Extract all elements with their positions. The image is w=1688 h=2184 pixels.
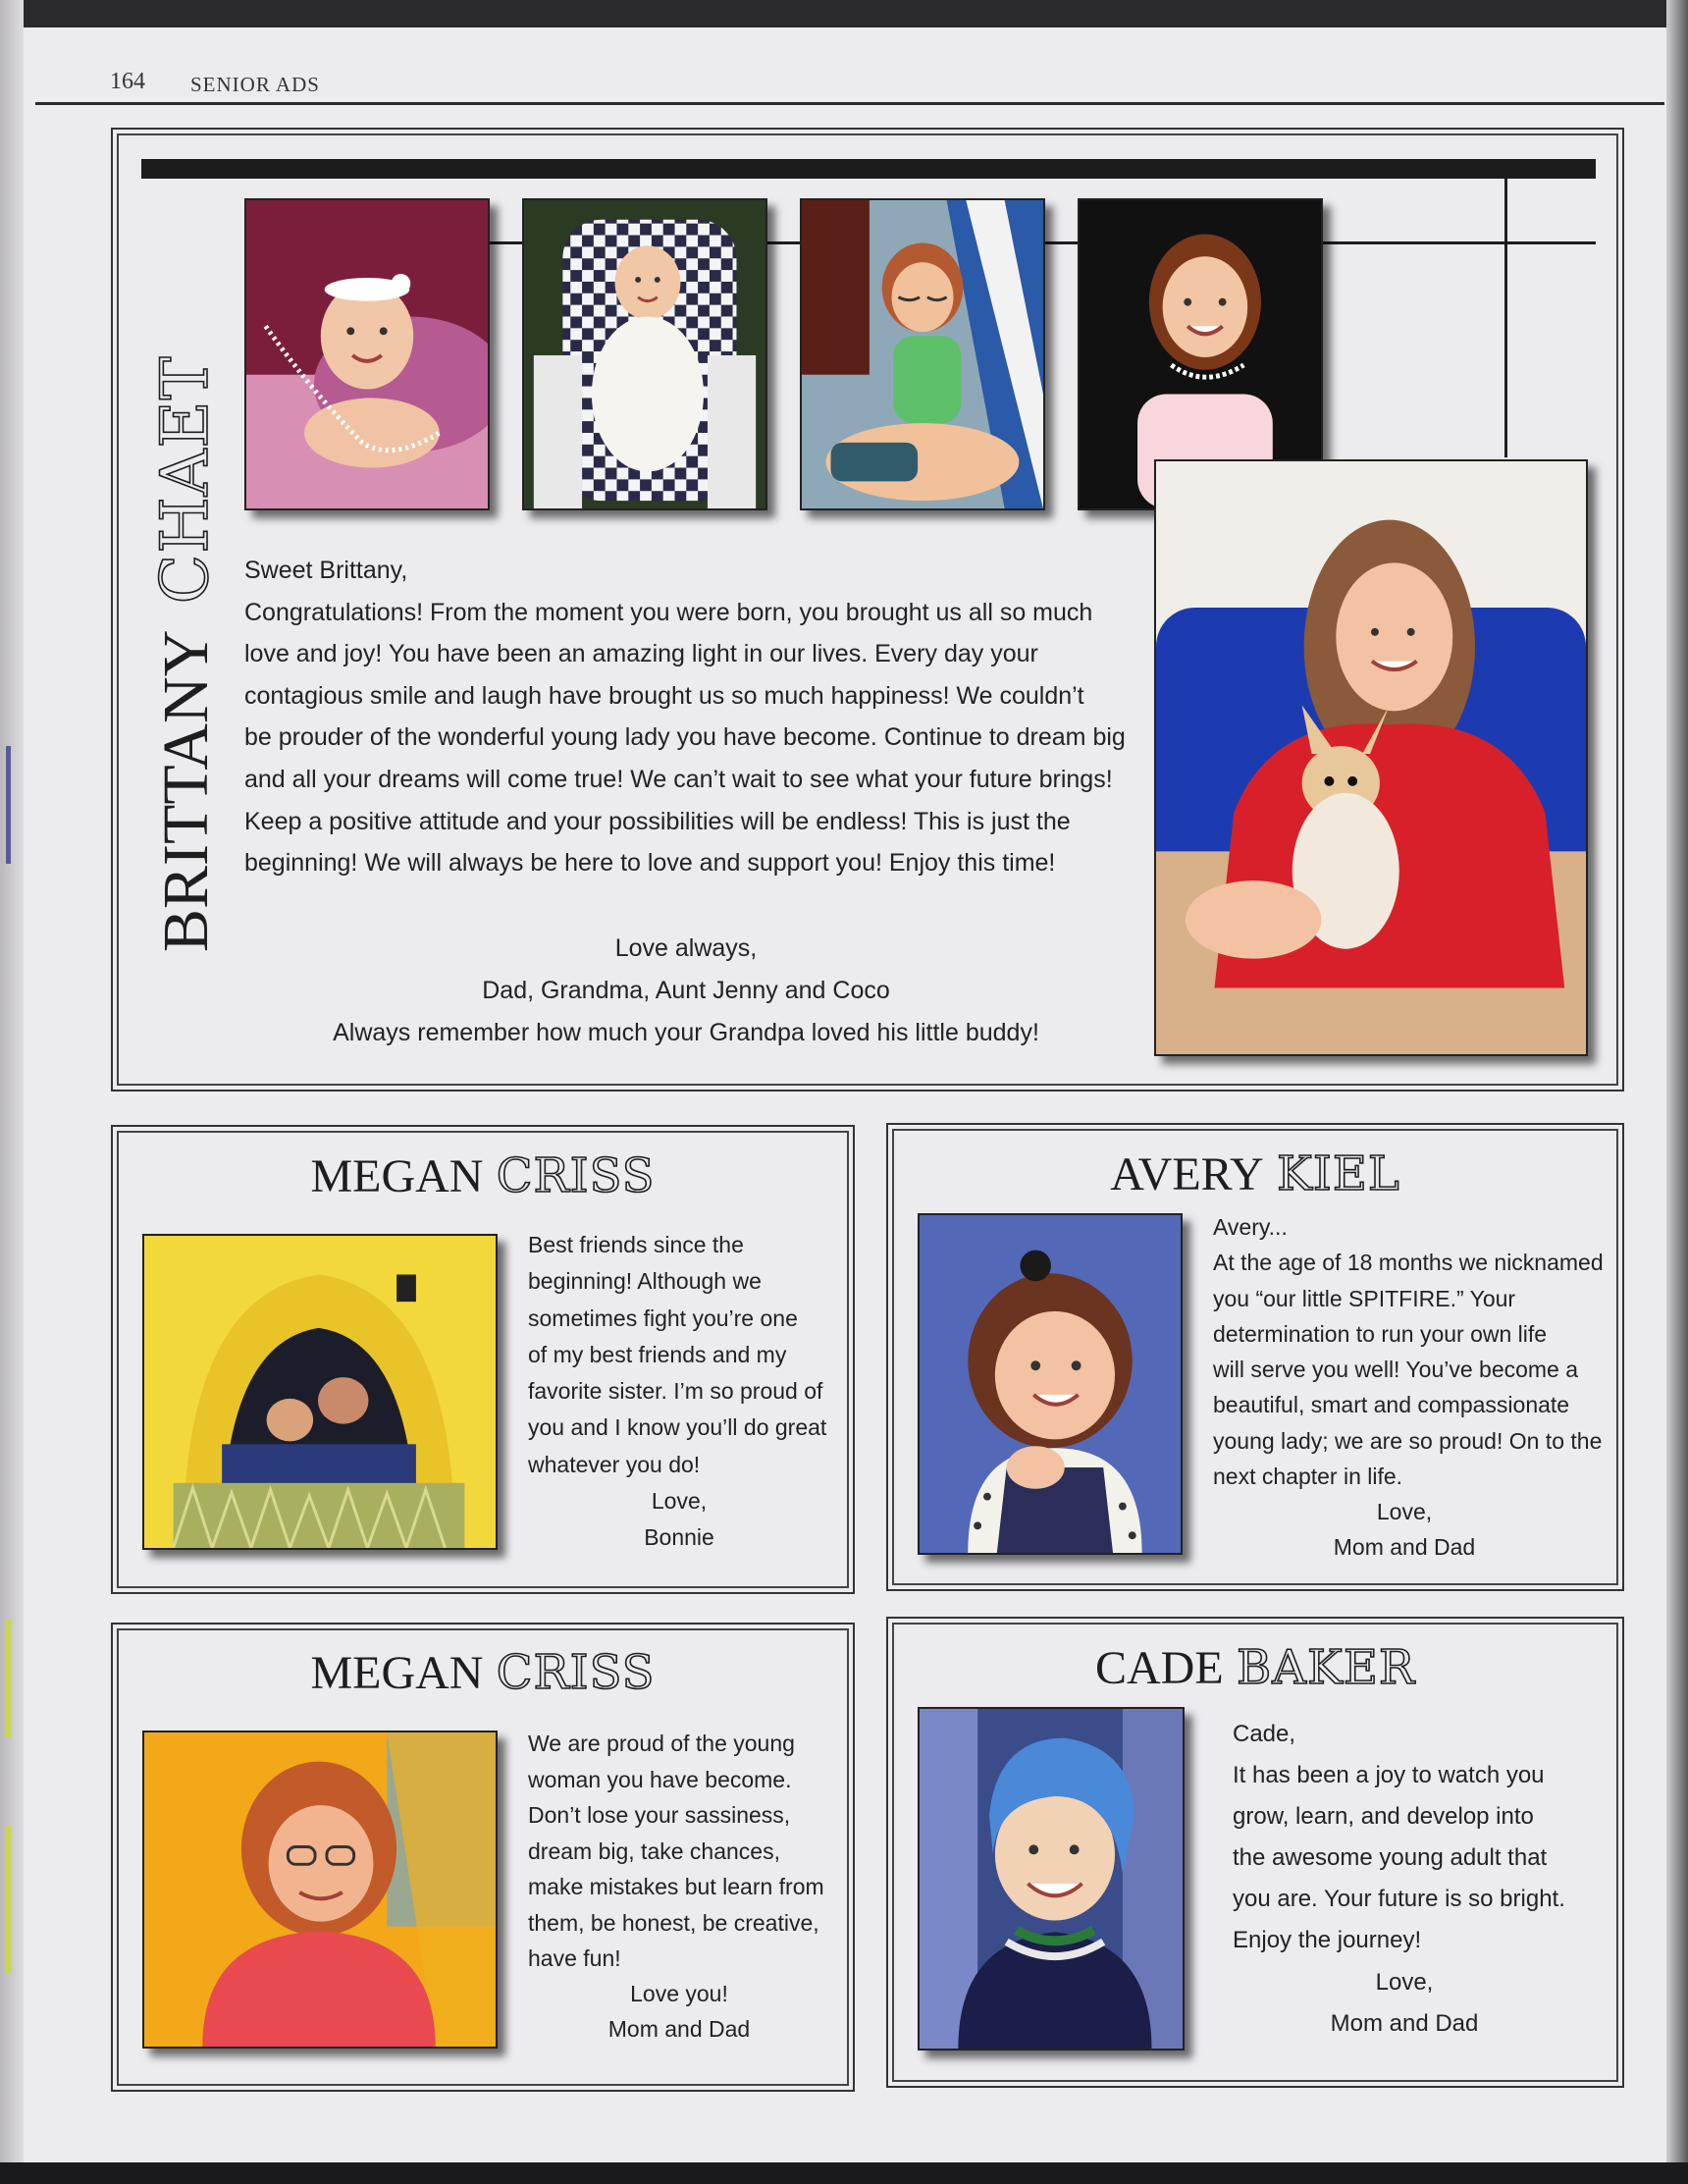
signature-text: Mom and Dad — [1330, 2010, 1479, 2037]
signature-text: Mom and Dad — [1333, 1534, 1476, 1560]
last-name: CRISS — [496, 1148, 656, 1203]
section-title: SENIOR ADS — [190, 73, 320, 96]
message-line: Don’t lose your sassiness, — [528, 1802, 791, 1828]
signature-text: Dad, Grandma, Aunt Jenny and Coco — [482, 977, 890, 1004]
first-name: AVERY — [1110, 1148, 1264, 1200]
letter-line: contagious smile and laugh have brought us so much happiness! We couldn’t — [244, 681, 1084, 710]
letter-line: and all your dreams will come true! We can’t wait to see what your future brings! — [244, 765, 1113, 793]
message-line: young lady; we are so proud! On to the — [1213, 1427, 1603, 1454]
ad-closing — [1213, 1494, 1596, 1565]
message-line: make mistakes but learn from — [528, 1874, 824, 1899]
message-line: favorite sister. I’m so proud of — [528, 1378, 823, 1405]
letter-line: love and joy! You have been an amazing light in our lives. Every day your — [244, 640, 1038, 668]
ad-closing — [1233, 1962, 1576, 2045]
first-name: CADE — [1095, 1642, 1224, 1694]
ad-message — [1213, 1209, 1604, 1494]
last-name: KIEL — [1277, 1146, 1400, 1201]
header-rule — [35, 102, 1664, 105]
message-line: beginning! Although we — [528, 1268, 762, 1295]
message-line: Cade, — [1233, 1721, 1296, 1747]
closing-text: Love, — [1376, 1499, 1433, 1524]
ad-closing — [528, 1483, 830, 1556]
last-name: BAKER — [1237, 1640, 1415, 1695]
letter-line: Congratulations! From the moment you were born, you brought us all so much — [244, 598, 1093, 626]
page-number: 164 — [110, 69, 145, 94]
message-line: you and I know you’ll do great — [528, 1414, 827, 1441]
baby-in-checkered-seat-photo — [522, 198, 767, 510]
ad-name-heading — [886, 1148, 1624, 1200]
ad-message — [528, 1726, 824, 1977]
kids-in-yellow-tent-photo — [142, 1234, 498, 1550]
main-ad-letter — [244, 550, 1126, 884]
message-line: Enjoy the journey! — [1233, 1927, 1422, 1953]
first-name: MEGAN — [310, 1647, 484, 1699]
message-line: We are proud of the young — [528, 1731, 795, 1756]
message-line: whatever you do! — [528, 1451, 701, 1477]
message-line: have fun! — [528, 1945, 621, 1971]
girl-in-tent-with-glasses-photo — [142, 1731, 498, 2049]
closing-text: Love, — [651, 1488, 708, 1514]
first-name: BRITTANY — [150, 629, 222, 952]
message-line: It has been a joy to watch you — [1233, 1762, 1545, 1788]
message-line: you are. Your future is so bright. — [1233, 1886, 1565, 1912]
signature-text: Mom and Dad — [607, 2016, 751, 2042]
message-line: grow, learn, and develop into — [1233, 1803, 1534, 1830]
message-line: of my best friends and my — [528, 1341, 787, 1367]
child-with-headphones-photo — [800, 198, 1045, 510]
message-line: Avery... — [1213, 1214, 1288, 1240]
closing-text: Love always, — [614, 934, 758, 962]
baby-with-pearls-photo — [244, 198, 490, 510]
last-name: CRISS — [496, 1645, 656, 1700]
letter-greeting: Sweet Brittany, — [244, 557, 408, 584]
decorative-line — [1504, 179, 1507, 457]
closing-text: Love you! — [630, 1981, 728, 2006]
letter-line: Keep a positive attitude and your possibilities will be endless! This is just the — [244, 807, 1071, 835]
edge-accent — [6, 1826, 11, 1973]
ad-message — [1233, 1714, 1565, 1961]
message-line: will serve you well! You’ve become a — [1213, 1357, 1579, 1383]
message-line: them, be honest, be creative, — [528, 1909, 819, 1936]
ad-name-heading — [111, 1150, 855, 1202]
message-line: you “our little SPITFIRE.” Your — [1213, 1285, 1516, 1311]
first-name: MEGAN — [310, 1150, 484, 1202]
page-binding-edge — [0, 0, 24, 2184]
message-line: next chapter in life. — [1213, 1464, 1403, 1490]
message-line: woman you have become. — [528, 1766, 792, 1792]
ad-closing — [528, 1976, 830, 2047]
closing-text: Love, — [1375, 1969, 1434, 1996]
edge-accent — [6, 746, 11, 864]
letter-line: be prouder of the wonderful young lady you have become. Continue to dream big — [244, 723, 1126, 752]
main-ad-closing — [244, 928, 1128, 1054]
postscript-text: Always remember how much your Grandpa loved his little buddy! — [333, 1019, 1039, 1046]
message-line: beautiful, smart and compassionate — [1213, 1392, 1570, 1418]
last-name: CHAET — [147, 355, 223, 605]
message-line: determination to run your own life — [1213, 1320, 1548, 1347]
boy-in-blue-cap-photo — [918, 1707, 1185, 2051]
decorative-bar — [141, 159, 1596, 179]
signature-text: Bonnie — [644, 1524, 714, 1550]
page-bottom-edge — [0, 2162, 1688, 2184]
message-line: dream big, take chances, — [528, 1838, 780, 1864]
page-right-edge — [1666, 0, 1688, 2184]
message-line: At the age of 18 months we nicknamed — [1213, 1250, 1604, 1276]
toddler-studio-portrait-photo — [918, 1213, 1183, 1555]
ad-name-heading — [886, 1642, 1624, 1694]
ad-message — [528, 1227, 826, 1483]
message-line: Best friends since the — [528, 1232, 744, 1257]
senior-portrait-with-chihuahua-photo — [1154, 459, 1588, 1056]
main-ad-vertical-name — [147, 355, 223, 952]
letter-line: beginning! We will always be here to love and support you! Enjoy this time! — [244, 849, 1056, 878]
message-line: sometimes fight you’re one — [528, 1305, 798, 1331]
ad-name-heading — [111, 1647, 855, 1699]
edge-accent — [6, 1620, 11, 1737]
message-line: the awesome young adult that — [1233, 1844, 1548, 1871]
